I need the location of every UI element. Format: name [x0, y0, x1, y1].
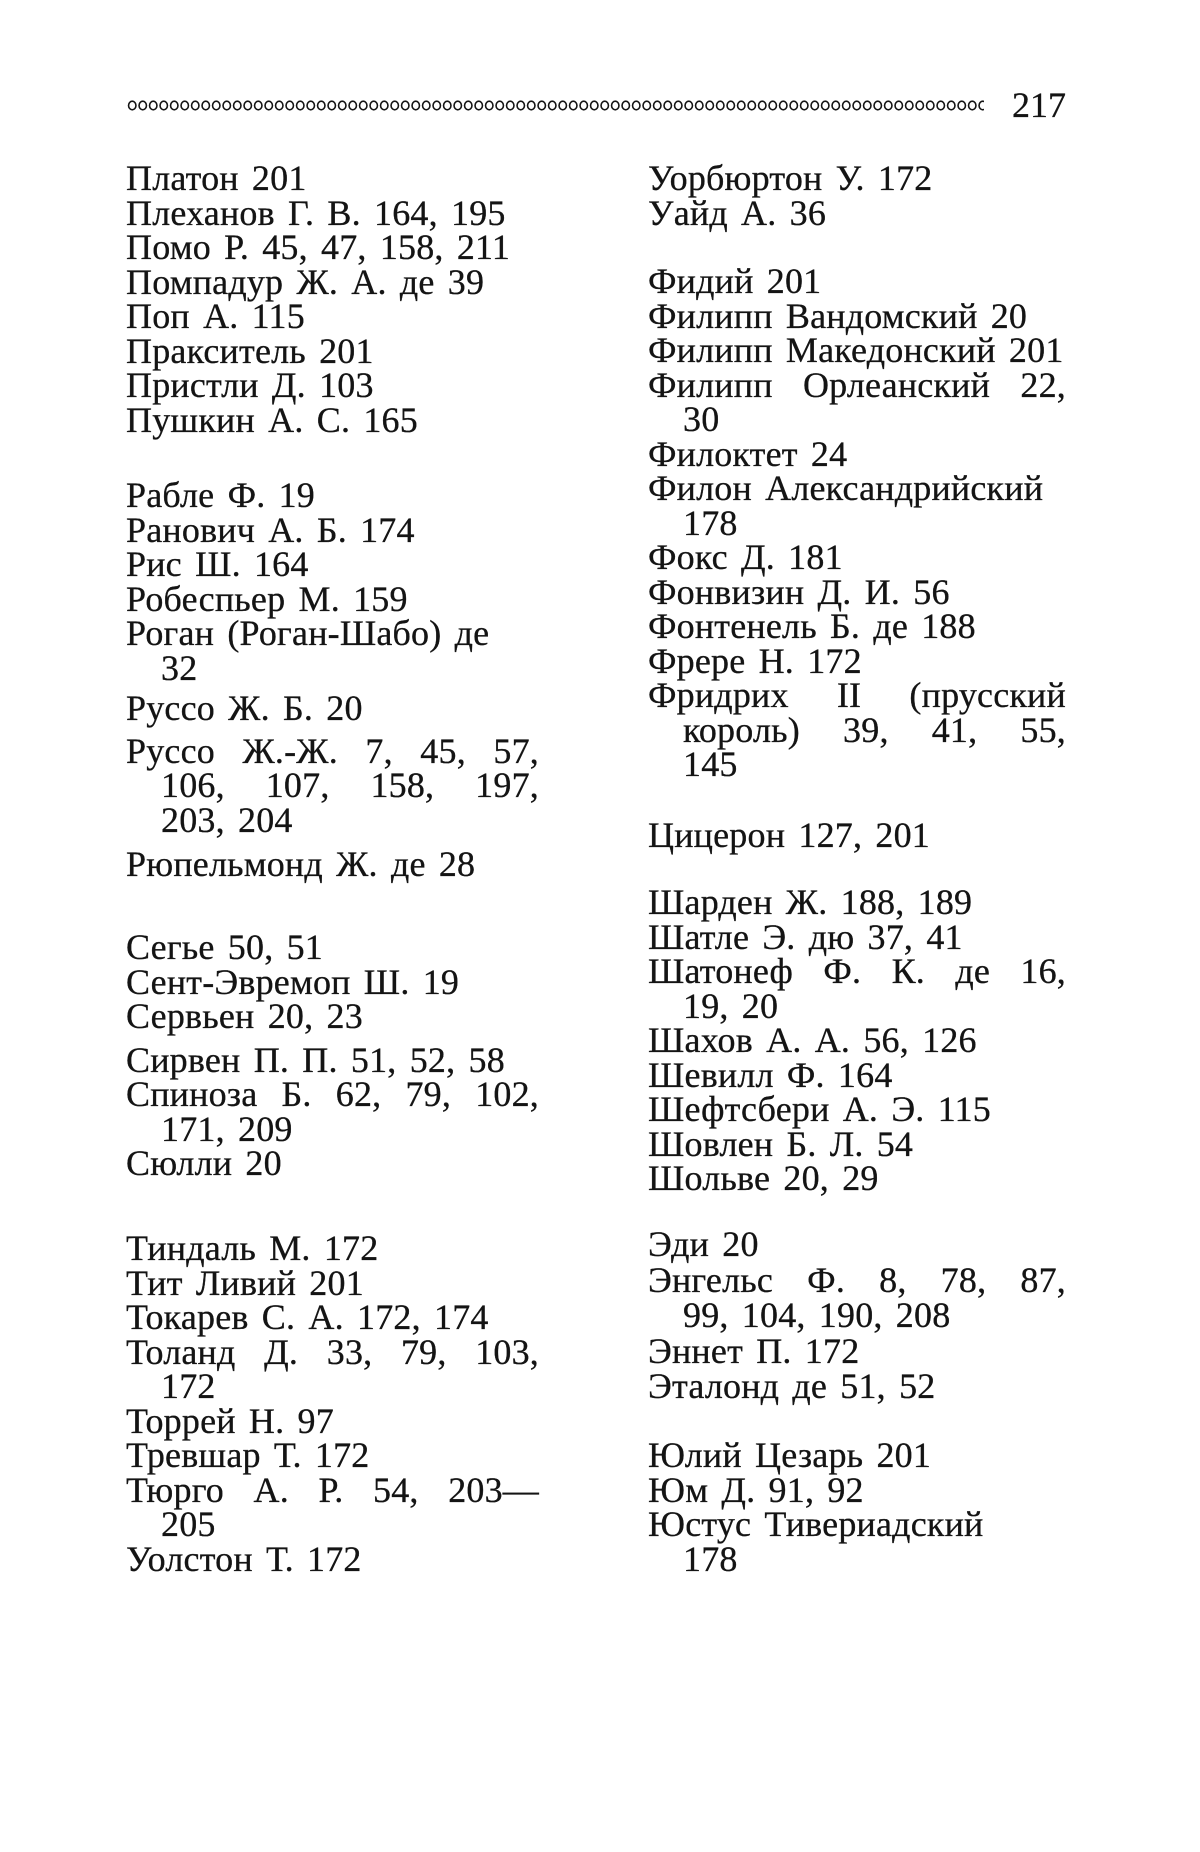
entry-line: Сент-Эвремоп Ш. 19 — [126, 961, 460, 1002]
index-entry — [126, 1143, 539, 1183]
index-entry — [126, 365, 539, 405]
index-entry — [126, 996, 539, 1036]
entry-line: Фонтенель Б. де 188 — [648, 606, 976, 646]
entry-line: Пракситель 201 — [126, 330, 374, 371]
entry-line: Пристли Д. 103 — [126, 365, 374, 405]
entry-line: Рис Ш. 164 — [126, 544, 309, 584]
index-entry — [648, 1054, 1066, 1095]
index-entry — [648, 571, 1066, 612]
letter-block — [126, 158, 539, 440]
entry-continuation-line: 30 — [683, 399, 720, 439]
index-entry — [126, 730, 539, 840]
entry-line: Фрере Н. 172 — [648, 640, 862, 681]
entry-line: Поп А. 115 — [126, 296, 305, 336]
entry-line: Фонвизин Д. И. 56 — [648, 571, 950, 612]
entry-line: Шольве 20, 29 — [648, 1158, 879, 1198]
entry-line: Филипп Вандомский 20 — [648, 295, 1028, 336]
index-entry — [648, 364, 1066, 439]
entry-line: Торрей Н. 97 — [126, 1400, 334, 1441]
entry-line: Пушкин А. С. 165 — [126, 399, 418, 440]
index-entry — [126, 192, 539, 233]
index-entry — [648, 261, 1066, 301]
index-entry — [648, 1504, 1066, 1579]
entry-continuation-line: 32 — [161, 647, 198, 688]
entry-line: Помо Р. 45, 47, 158, 211 — [126, 227, 511, 267]
entry-line: Тревшар Т. 172 — [126, 1435, 370, 1475]
index-entry — [126, 961, 539, 1002]
entry-continuation-line: 106, 107, 158, 197, — [161, 765, 539, 805]
entry-line: Филон Александрийский — [648, 468, 1044, 508]
entry-line: Шевилл Ф. 164 — [648, 1054, 893, 1095]
letter-block — [648, 882, 1066, 1198]
entry-continuation-line: 205 — [161, 1504, 216, 1544]
index-entry — [648, 1123, 1066, 1164]
index-entry — [648, 1435, 1066, 1475]
index-entry — [648, 1330, 1066, 1371]
index-entry — [126, 261, 539, 302]
index-entry — [648, 606, 1066, 646]
index-entry — [648, 675, 1066, 784]
entry-line: Эди 20 — [648, 1224, 759, 1264]
entry-line: Фокс Д. 181 — [648, 537, 843, 577]
entry-line: Юстус Тивериадский — [648, 1504, 984, 1544]
entry-line: Рюпельмонд Ж. де 28 — [126, 844, 476, 884]
index-entry — [648, 468, 1066, 543]
index-entry — [126, 613, 539, 688]
entry-continuation-line: 203, 204 — [161, 799, 293, 840]
entry-line: Уорбюртон У. 172 — [648, 158, 933, 198]
index-entry — [648, 295, 1066, 336]
letter-block — [648, 815, 1066, 855]
entry-line: Юлий Цезарь 201 — [648, 1435, 932, 1475]
entry-line: Тюрго А. Р. 54, 203— — [126, 1469, 539, 1510]
entry-line: Энгельс Ф. 8, 78, 87, — [648, 1259, 1066, 1300]
index-entry — [648, 1020, 1066, 1060]
entry-line: Толанд Д. 33, 79, 103, — [126, 1331, 539, 1372]
entry-continuation-line: 145 — [683, 744, 738, 784]
entry-line: Шатонеф Ф. К. де 16, — [648, 951, 1066, 991]
entry-continuation-line: король) 39, 41, 55, — [683, 709, 1066, 750]
index-entry — [648, 1469, 1066, 1510]
entry-continuation-line: 19, 20 — [683, 985, 779, 1026]
entry-line: Роган (Роган-Шабо) де — [126, 613, 490, 653]
entry-line: Цицерон 127, 201 — [648, 815, 930, 855]
entry-line: Токарев С. А. 172, 174 — [126, 1297, 489, 1337]
index-entry — [126, 578, 539, 619]
entry-line: Платон 201 — [126, 158, 307, 198]
entry-line: Фидий 201 — [648, 261, 822, 301]
index-entry — [126, 1435, 539, 1475]
entry-line: Руссо Ж. Б. 20 — [126, 688, 363, 728]
entry-line: Филипп Македонский 201 — [648, 330, 1064, 370]
entry-line: Шефтсбери А. Э. 115 — [648, 1089, 991, 1129]
entry-continuation-line: 99, 104, 190, 208 — [683, 1295, 951, 1335]
entry-line: Сюлли 20 — [126, 1143, 282, 1183]
index-entry — [648, 192, 1066, 233]
entry-line: Сервьен 20, 23 — [126, 996, 363, 1036]
letter-block — [648, 158, 1066, 233]
index-column-left — [126, 0, 539, 1852]
letter-block — [126, 927, 539, 1183]
index-entry — [126, 158, 539, 198]
page-number: 217 — [1012, 85, 1066, 125]
index-entry — [126, 1074, 539, 1149]
index-entry — [126, 688, 539, 728]
entry-line: Эннет П. 172 — [648, 1330, 860, 1371]
index-entry — [648, 330, 1066, 370]
entry-line: Помпадур Ж. А. де 39 — [126, 261, 485, 302]
entry-line: Юм Д. 91, 92 — [648, 1469, 864, 1510]
entry-line: Тиндаль М. 172 — [126, 1228, 379, 1268]
index-entry — [648, 882, 1066, 922]
entry-line: Шарден Ж. 188, 189 — [648, 882, 973, 922]
entry-line: Сегье 50, 51 — [126, 927, 323, 967]
index-entry — [126, 509, 539, 550]
index-entry — [126, 1538, 539, 1579]
entry-line: Рабле Ф. 19 — [126, 475, 316, 515]
entry-continuation-line: 178 — [683, 502, 738, 543]
letter-block — [648, 1224, 1066, 1406]
entry-continuation-line: 172 — [161, 1366, 216, 1406]
letter-block — [126, 475, 539, 884]
entry-line: Тит Ливий 201 — [126, 1262, 364, 1303]
index-entry — [126, 399, 539, 440]
index-entry — [648, 158, 1066, 198]
entry-line: Спиноза Б. 62, 79, 102, — [126, 1074, 539, 1114]
letter-block — [648, 1435, 1066, 1579]
index-entry — [648, 1089, 1066, 1129]
entry-continuation-line: 178 — [683, 1538, 738, 1579]
index-entry — [126, 1228, 539, 1268]
entry-line: Филипп Орлеанский 22, — [648, 364, 1066, 405]
letter-block — [126, 1228, 539, 1579]
index-entry — [126, 227, 539, 267]
index-entry — [126, 1262, 539, 1303]
index-entry — [648, 1366, 1066, 1406]
entry-line: Фридрих II (прусский — [648, 675, 1066, 715]
index-entry — [126, 330, 539, 371]
index-entry — [648, 537, 1066, 577]
index-entry — [126, 475, 539, 515]
index-entry — [126, 927, 539, 967]
entry-line: Эталонд де 51, 52 — [648, 1366, 936, 1406]
index-entry — [126, 544, 539, 584]
index-entry — [648, 1224, 1066, 1264]
entry-line: Робеспьер М. 159 — [126, 578, 408, 619]
entry-line: Сирвен П. П. 51, 52, 58 — [126, 1039, 505, 1080]
entry-continuation-line: 171, 209 — [161, 1108, 293, 1149]
entry-line: Плеханов Г. В. 164, 195 — [126, 192, 506, 233]
index-entry — [648, 640, 1066, 681]
entry-line: Ранович А. Б. 174 — [126, 509, 415, 550]
entry-line: Уайд А. 36 — [648, 192, 827, 233]
entry-line: Шатле Э. дю 37, 41 — [648, 916, 963, 957]
index-entry — [126, 1331, 539, 1406]
index-entry — [126, 1469, 539, 1544]
entry-line: Уолстон Т. 172 — [126, 1538, 362, 1579]
letter-block — [648, 261, 1066, 784]
index-column-right — [648, 0, 1066, 1852]
index-entry — [126, 844, 539, 884]
index-entry — [648, 916, 1066, 957]
index-entry — [126, 1400, 539, 1441]
index-entry — [648, 1158, 1066, 1198]
index-entry — [648, 815, 1066, 855]
index-entry — [648, 951, 1066, 1026]
index-entry — [126, 1297, 539, 1337]
index-entry — [126, 1039, 539, 1080]
entry-line: Руссо Ж.-Ж. 7, 45, 57, — [126, 730, 539, 771]
index-entry — [648, 1259, 1066, 1335]
index-entry — [648, 433, 1066, 474]
entry-line: Филоктет 24 — [648, 433, 848, 474]
entry-line: Шахов А. А. 56, 126 — [648, 1020, 977, 1060]
index-entry — [126, 296, 539, 336]
entry-line: Шовлен Б. Л. 54 — [648, 1123, 914, 1164]
